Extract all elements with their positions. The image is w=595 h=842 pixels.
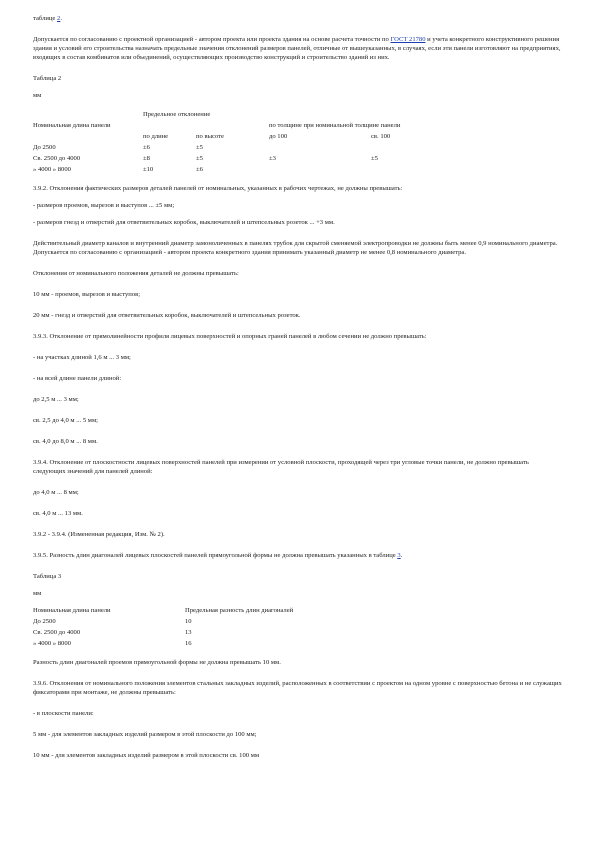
clause-3-9-3-b: - на всей длине панели длиной: [33, 375, 122, 382]
clause-3-9-2-b: - размеров гнезд и отверстий для ответвительных коробок, выключателей и штепсельных розеток ... +3 мм. [33, 219, 335, 226]
table-2-header-group: Предельное отклонение [143, 111, 211, 118]
clause-3-9-4-a: до 4,0 м ... 8 мм; [33, 489, 79, 496]
paragraph-position-a: 10 мм - проемов, вырезов и выступов; [33, 291, 141, 298]
clause-3-9-3-d: св. 2,5 до 4,0 м ... 5 мм; [33, 417, 98, 424]
table-2-col-upto-100: до 100 [269, 133, 288, 140]
clause-3-9-4: 3.9.4. Отклонение от плоскостности лицевых поверхностей панелей при измерении от условной плоскости, проходящей через три угловые точки панели, не должно превышать следующих значений для панелей длиной: [33, 459, 529, 475]
table-2 [33, 110, 553, 176]
clause-3-9-4-b: св. 4,0 м ... 13 мм. [33, 510, 83, 517]
clause-3-9-6-a: - в плоскости панели: [33, 710, 94, 717]
paragraph-gost: Допускается по согласованию с проектной организацией - автором проекта или проекта здания на основе расчета точности по ГОСТ 21780 и учета конкретного конструктивного решения здания и условий его строительства назначать предельные значения отклонений размеров панелей, отличные от вышеуказанных, в случаях, если эти панели изготовляют на предприятиях, входящих в состав комбинатов или объединений, осуществляющих производство конструкций и строительство зданий из них. [33, 36, 561, 61]
clause-3-9-6: 3.9.6. Отклонения от номинального положения элементов стальных закладных изделий, расположенных в соответствии с проектом на одном уровне с поверхностью бетона и не служащих фиксаторами при монтаже, не должны превышать: [33, 680, 562, 696]
paragraph-diagonals: Разность длин диагоналей проемов прямоугольной формы не должна превышать 10 мм. [33, 659, 281, 666]
table-2-header-thickness: по толщине при номинальной толщине панели [269, 122, 401, 129]
table-2-title: Таблица 2 [33, 75, 62, 82]
table-3-title: Таблица 3 [33, 573, 62, 580]
paragraph-position-b: 20 мм - гнезд и отверстий для ответвительных коробок, выключателей и штепсельных розеток. [33, 312, 301, 319]
clause-3-9-3-e: св. 4,0 до 8,0 м ... 8 мм. [33, 438, 98, 445]
table-3 [33, 606, 293, 650]
clause-3-9-2-a: - размеров проемов, вырезов и выступов ... ±5 мм; [33, 202, 175, 209]
table-3-unit: мм [33, 590, 42, 597]
table-row: До 2500 ±6 ±5 [33, 144, 203, 151]
table-3-col-length: Номинальная длина панели [33, 607, 111, 614]
paragraph-diameter: Действительный диаметр каналов и внутренний диаметр замоноличенных в панелях трубок для скрытой сменяемой электропроводки не должны быть менее 0,9 номинального диаметра. Допускается по согласованию с организацией - автором проекта конкретного здания принимать указанный диаметр не менее 0,8 номинального диаметра. [33, 240, 558, 256]
table-3-link[interactable]: 3 [397, 552, 401, 559]
table-2-col-over-100: св. 100 [371, 133, 391, 140]
table-2-header-length: Номинальная длина панели [33, 122, 111, 129]
clause-3-9-6-c: 10 мм - для элементов закладных изделий размером в этой плоскости св. 100 мм [33, 752, 260, 759]
table-row: До 2500 10 [33, 618, 192, 625]
table-row: Св. 2500 до 4000 ±8 ±5 ±3 ±5 [33, 155, 378, 162]
table-2-col-length: по длине [143, 133, 169, 140]
clause-3-9-5: 3.9.5. Разность длин диагоналей лицевых плоскостей панелей прямоугольной формы не должна превышать указанных в таблице 3. [33, 552, 403, 559]
table-2-link[interactable]: 2 [57, 15, 61, 22]
table-2-col-height: по высоте [196, 133, 224, 140]
table-row: » 4000 » 8000 16 [33, 640, 192, 647]
intro-line: таблице 2. [33, 15, 62, 22]
clause-3-9-3: 3.9.3. Отклонение от прямолинейности профиля лицевых поверхностей и опорных граней панелей в любом сечении не должно превышать: [33, 333, 427, 340]
table-row: » 4000 » 8000 ±10 ±6 [33, 166, 203, 173]
revision-note: 3.9.2 - 3.9.4. (Измененная редакция, Изм. № 2). [33, 531, 165, 538]
clause-3-9-3-c: до 2,5 м ... 3 мм; [33, 396, 79, 403]
table-row: Св. 2500 до 4000 13 [33, 629, 192, 636]
clause-3-9-6-b: 5 мм - для элементов закладных изделий размером в этой плоскости до 100 мм; [33, 731, 257, 738]
table-3-col-diff: Предельная разность длин диагоналей [185, 607, 294, 614]
gost-link[interactable]: ГОСТ 21780 [390, 36, 426, 43]
clause-3-9-3-a: - на участках длиной 1,6 м ... 3 мм; [33, 354, 131, 361]
clause-3-9-2: 3.9.2. Отклонения фактических размеров деталей панелей от номинальных, указанных в рабочих чертежах, не должны превышать: [33, 185, 403, 192]
table-2-unit: мм [33, 92, 42, 99]
document-page [33, 14, 563, 760]
paragraph-position: Отклонения от номинального положения деталей не должны превышать: [33, 270, 239, 277]
